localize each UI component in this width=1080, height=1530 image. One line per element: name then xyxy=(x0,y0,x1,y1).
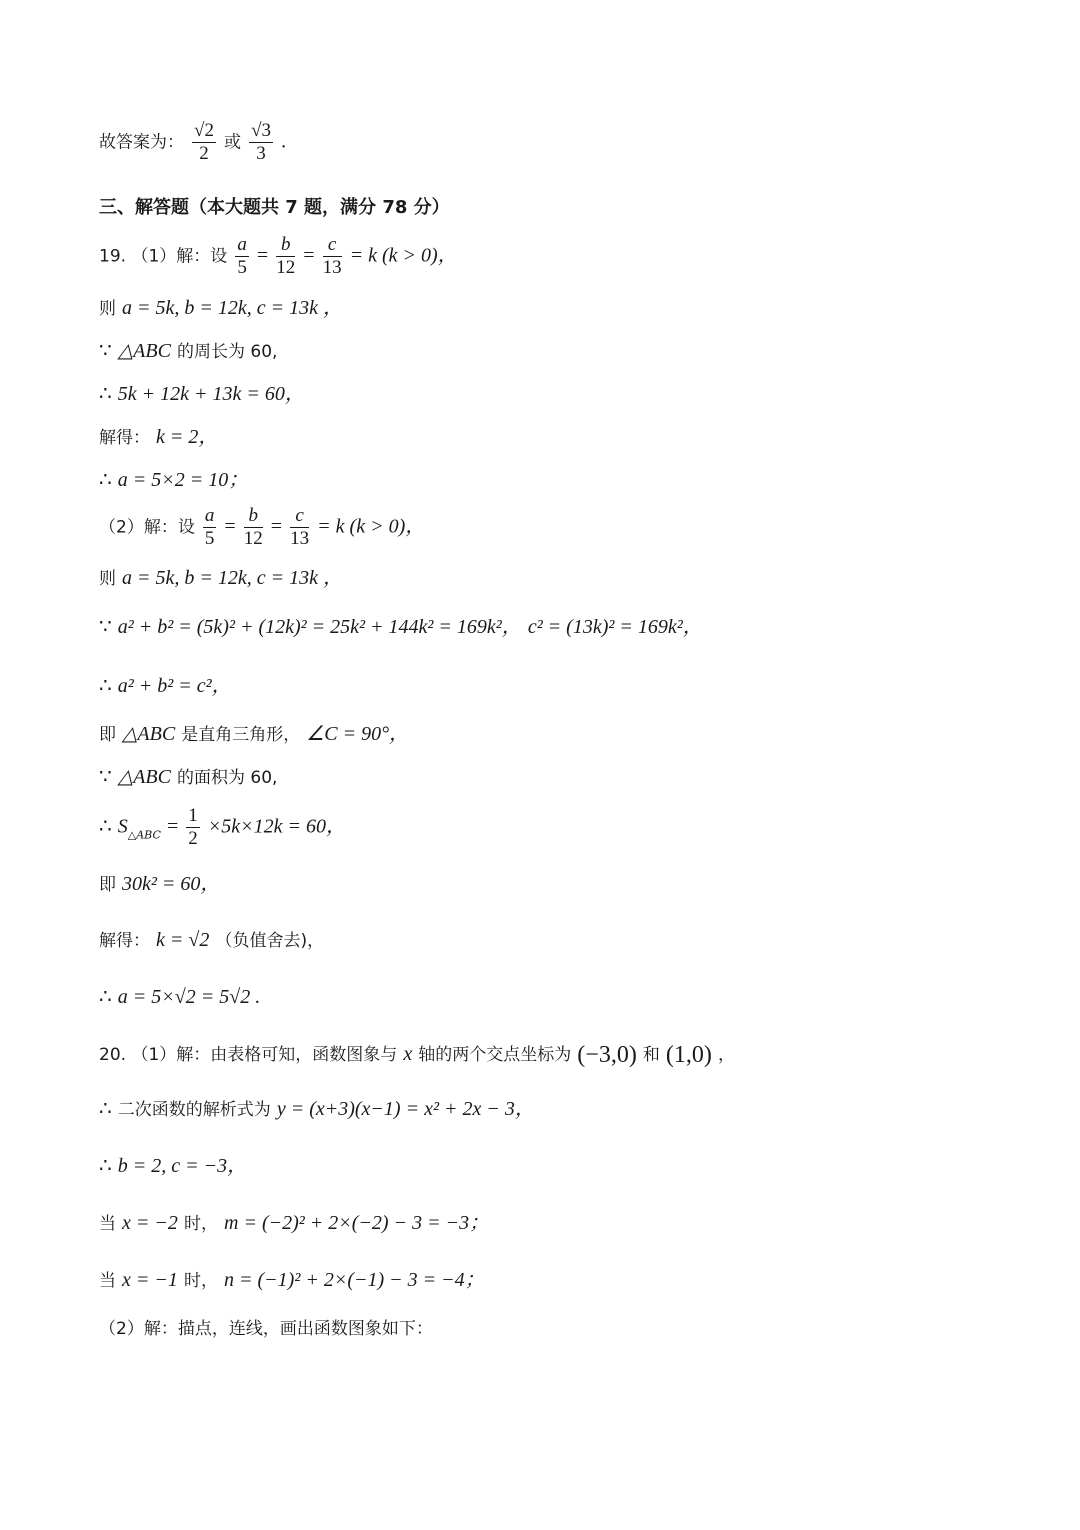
answer-line: 故答案为： $\frac{√2}{2}$ 或 $\frac{√3}{3}$ . xyxy=(99,120,287,164)
q19-part1-setup: 19. （1）解：设 $\frac{a}{5}$ = $\frac{b}{12}$ = $\frac{c}{13}$ = k (k > 0)， xyxy=(99,234,458,278)
q19-squares-line: ∵ a² + b² = (5k)² + (12k)² = 25k² + 144k² = 169k²， c² = (13k)² = 169k²， xyxy=(99,616,703,638)
q20-part1-intro: 20. （1）解：由表格可知，函数图象与 x 轴的两个交点坐标为 (−3,0) 和 (1,0) ， xyxy=(99,1042,735,1068)
answer-prefix: 故答案为： xyxy=(99,132,184,153)
q19-then-line: 则 a = 5k, b = 12k, c = 13k ， xyxy=(99,297,344,319)
q19-area-line: ∵ △ABC 的面积为 60, xyxy=(99,766,278,788)
q19-solve-k: 解得： k = 2， xyxy=(99,426,219,448)
q20-expression: ∴ 二次函数的解析式为 y = (x+3)(x−1) = x² + 2x − 3， xyxy=(99,1098,535,1120)
q19-part2-setup: （2）解：设 $\frac{a}{5}$ = $\frac{b}{12}$ = $\frac{c}{13}$ = k (k > 0)， xyxy=(99,505,426,549)
fraction-sqrt2-over-2: $\frac{√2}{2}$ xyxy=(194,120,214,164)
q19-sum-line: ∴ 5k + 12k + 13k = 60， xyxy=(99,383,305,405)
q20-m-value: 当 x = −2 时， m = (−2)² + 2×(−2) − 3 = −3； xyxy=(99,1212,490,1234)
q19-perimeter-line: ∵ △ABC 的周长为 60, xyxy=(99,340,278,362)
section-heading: 三、解答题（本大题共 7 题，满分 78 分） xyxy=(99,197,450,218)
q20-bc-values: ∴ b = 2, c = −3， xyxy=(99,1155,248,1177)
q19-then-line-2: 则 a = 5k, b = 12k, c = 13k ， xyxy=(99,567,344,589)
q19-area-formula: ∴ $S_{\triangle ABC}$ = $\frac{1}{2}$ ×5k×12k = 60， xyxy=(99,805,347,849)
q19-solve-k-sqrt: 解得： k = √2 （负值舍去)， xyxy=(99,929,325,951)
q19-eq30: 即 30k² = 60， xyxy=(99,873,221,895)
q19-pythagoras: ∴ a² + b² = c²， xyxy=(99,675,232,697)
q19-a-value: ∴ a = 5×2 = 10； xyxy=(99,469,249,491)
answer-or: 或 xyxy=(224,132,242,153)
q19-a-final: ∴ a = 5×√2 = 5√2 . xyxy=(99,986,261,1008)
fraction-sqrt3-over-3: $\frac{√3}{3}$ xyxy=(251,120,272,164)
q20-part2: （2）解：描点，连线，画出函数图象如下： xyxy=(99,1319,433,1339)
q20-n-value: 当 x = −1 时， n = (−1)² + 2×(−1) − 3 = −4； xyxy=(99,1269,485,1291)
q19-right-triangle: 即 △ABC 是直角三角形， ∠C = 90°， xyxy=(99,723,410,745)
